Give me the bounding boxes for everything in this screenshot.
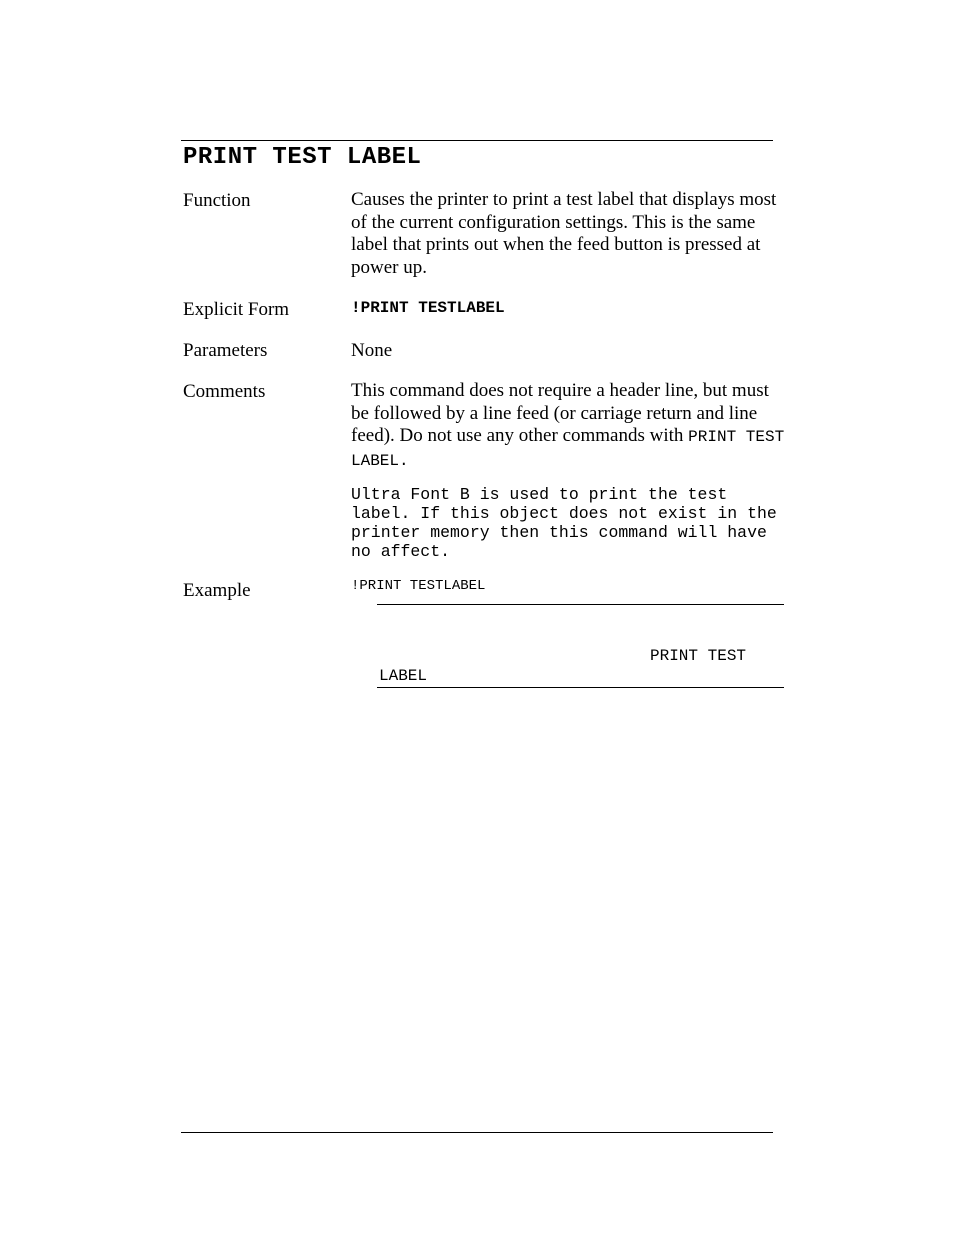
parameters-value: None — [351, 340, 393, 361]
explicit-form-label: Explicit Form — [183, 299, 290, 320]
comments-label: Comments — [183, 381, 266, 402]
example-output-line-1: PRINT TEST — [650, 647, 747, 665]
top-rule — [181, 140, 773, 141]
example-label-bottom-rule — [377, 687, 784, 688]
example-command: !PRINT TESTLABEL — [351, 578, 486, 594]
comments-command-ref: PRINT TEST LABEL. — [351, 428, 785, 470]
comments-body: This command does not require a header line, but must be followed by a line feed (or carriage return and line feed). Do not use any other commands with — [351, 380, 769, 447]
comments-text — [351, 380, 785, 472]
comments-note: Ultra Font B is used to print the test label. If this object does not exist in the printer memory then this command will have no affect. — [351, 485, 777, 561]
page-title: PRINT TEST LABEL — [183, 144, 422, 171]
function-label: Function — [183, 190, 251, 211]
bottom-rule — [181, 1132, 773, 1133]
explicit-form-value: !PRINT TESTLABEL — [351, 299, 505, 317]
function-text: Causes the printer to print a test label that displays most of the current configuration settings. This is the same label that prints out when the feed button is pressed at power up. — [351, 189, 777, 278]
parameters-label: Parameters — [183, 340, 268, 361]
example-label-top-rule — [377, 604, 784, 605]
example-label: Example — [183, 580, 251, 601]
example-output-line-2: LABEL — [379, 667, 428, 685]
